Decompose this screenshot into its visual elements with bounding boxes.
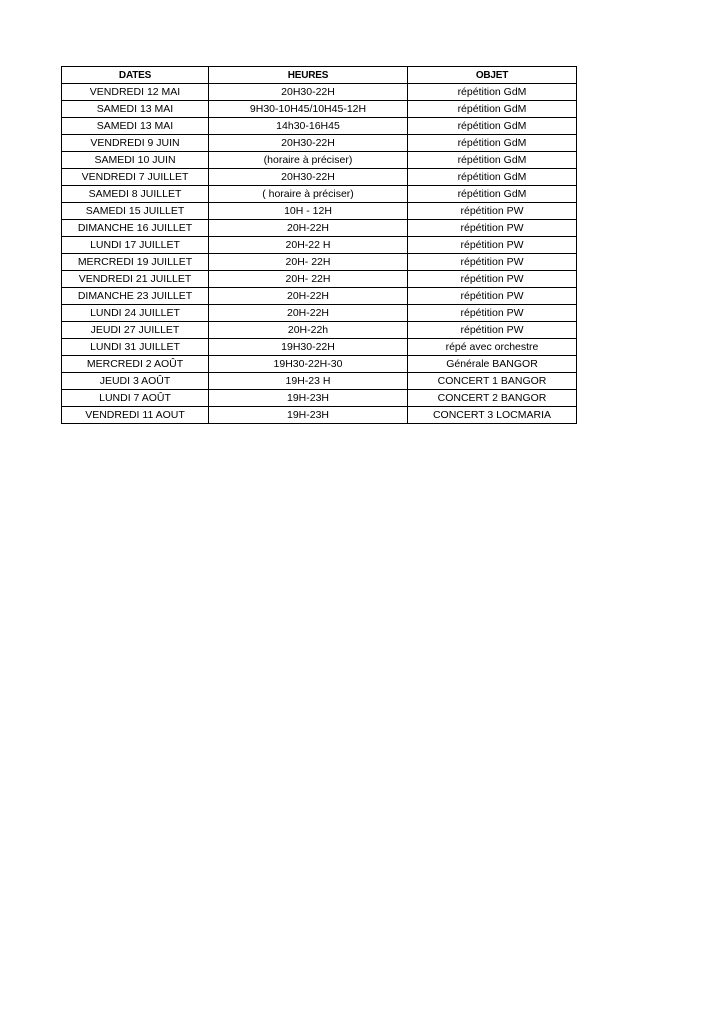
- cell-hours: 20H-22H: [209, 305, 408, 322]
- table-row: [62, 203, 577, 220]
- cell-object: Générale BANGOR: [408, 356, 577, 373]
- cell-date: SAMEDI 13 MAI: [62, 118, 209, 135]
- cell-date: JEUDI 27 JUILLET: [62, 322, 209, 339]
- table-row: [62, 152, 577, 169]
- table-row: [62, 271, 577, 288]
- cell-date: LUNDI 7 AOÛT: [62, 390, 209, 407]
- cell-object: CONCERT 1 BANGOR: [408, 373, 577, 390]
- cell-object: répétition GdM: [408, 169, 577, 186]
- cell-object: répétition PW: [408, 254, 577, 271]
- cell-hours: 20H-22 H: [209, 237, 408, 254]
- cell-date: LUNDI 31 JUILLET: [62, 339, 209, 356]
- cell-hours: 19H-23 H: [209, 373, 408, 390]
- cell-object: CONCERT 3 LOCMARIA: [408, 407, 577, 424]
- cell-date: MERCREDI 19 JUILLET: [62, 254, 209, 271]
- cell-hours: 20H- 22H: [209, 271, 408, 288]
- table-row: [62, 322, 577, 339]
- cell-hours: 20H-22h: [209, 322, 408, 339]
- cell-object: répétition GdM: [408, 135, 577, 152]
- table-row: [62, 288, 577, 305]
- cell-date: LUNDI 24 JUILLET: [62, 305, 209, 322]
- cell-object: répétition GdM: [408, 152, 577, 169]
- cell-object: répétition GdM: [408, 101, 577, 118]
- table-row: [62, 118, 577, 135]
- cell-date: DIMANCHE 23 JUILLET: [62, 288, 209, 305]
- cell-hours: 19H-23H: [209, 390, 408, 407]
- cell-date: MERCREDI 2 AOÛT: [62, 356, 209, 373]
- cell-hours: 20H30-22H: [209, 84, 408, 101]
- table-row: [62, 373, 577, 390]
- cell-hours: 20H-22H: [209, 220, 408, 237]
- table-row: [62, 356, 577, 373]
- cell-object: répétition PW: [408, 305, 577, 322]
- cell-hours: (horaire à préciser): [209, 152, 408, 169]
- cell-date: JEUDI 3 AOÛT: [62, 373, 209, 390]
- cell-object: répétition PW: [408, 220, 577, 237]
- cell-hours: 9H30-10H45/10H45-12H: [209, 101, 408, 118]
- cell-date: VENDREDI 21 JUILLET: [62, 271, 209, 288]
- table-row: [62, 101, 577, 118]
- schedule-header: [62, 67, 577, 84]
- table-row: [62, 84, 577, 101]
- cell-hours: 10H - 12H: [209, 203, 408, 220]
- cell-date: VENDREDI 7 JUILLET: [62, 169, 209, 186]
- cell-date: SAMEDI 15 JUILLET: [62, 203, 209, 220]
- cell-date: DIMANCHE 16 JUILLET: [62, 220, 209, 237]
- header-object: OBJET: [408, 67, 577, 84]
- header-hours: HEURES: [209, 67, 408, 84]
- cell-date: SAMEDI 13 MAI: [62, 101, 209, 118]
- cell-object: répétition PW: [408, 237, 577, 254]
- cell-date: VENDREDI 9 JUIN: [62, 135, 209, 152]
- cell-hours: 20H-22H: [209, 288, 408, 305]
- table-row: [62, 254, 577, 271]
- table-row: [62, 135, 577, 152]
- cell-object: répétition GdM: [408, 186, 577, 203]
- table-row: [62, 237, 577, 254]
- cell-date: VENDREDI 12 MAI: [62, 84, 209, 101]
- cell-date: SAMEDI 10 JUIN: [62, 152, 209, 169]
- cell-object: répétition PW: [408, 203, 577, 220]
- cell-object: répétition PW: [408, 271, 577, 288]
- cell-object: CONCERT 2 BANGOR: [408, 390, 577, 407]
- header-dates: DATES: [62, 67, 209, 84]
- cell-hours: 20H30-22H: [209, 135, 408, 152]
- cell-hours: 19H-23H: [209, 407, 408, 424]
- table-row: [62, 305, 577, 322]
- header-row: [62, 67, 577, 84]
- cell-date: LUNDI 17 JUILLET: [62, 237, 209, 254]
- schedule-body: [62, 84, 577, 424]
- cell-hours: 20H- 22H: [209, 254, 408, 271]
- table-row: [62, 339, 577, 356]
- cell-hours: ( horaire à préciser): [209, 186, 408, 203]
- table-row: [62, 407, 577, 424]
- cell-object: répétition PW: [408, 288, 577, 305]
- cell-hours: 19H30-22H: [209, 339, 408, 356]
- cell-object: répétition GdM: [408, 84, 577, 101]
- table-row: [62, 186, 577, 203]
- cell-hours: 19H30-22H-30: [209, 356, 408, 373]
- cell-date: VENDREDI 11 AOUT: [62, 407, 209, 424]
- table-row: [62, 220, 577, 237]
- table-row: [62, 390, 577, 407]
- cell-object: répétition PW: [408, 322, 577, 339]
- schedule-table: [61, 66, 577, 424]
- cell-object: répétition GdM: [408, 118, 577, 135]
- cell-hours: 14h30-16H45: [209, 118, 408, 135]
- cell-hours: 20H30-22H: [209, 169, 408, 186]
- table-row: [62, 169, 577, 186]
- cell-object: répé avec orchestre: [408, 339, 577, 356]
- cell-date: SAMEDI 8 JUILLET: [62, 186, 209, 203]
